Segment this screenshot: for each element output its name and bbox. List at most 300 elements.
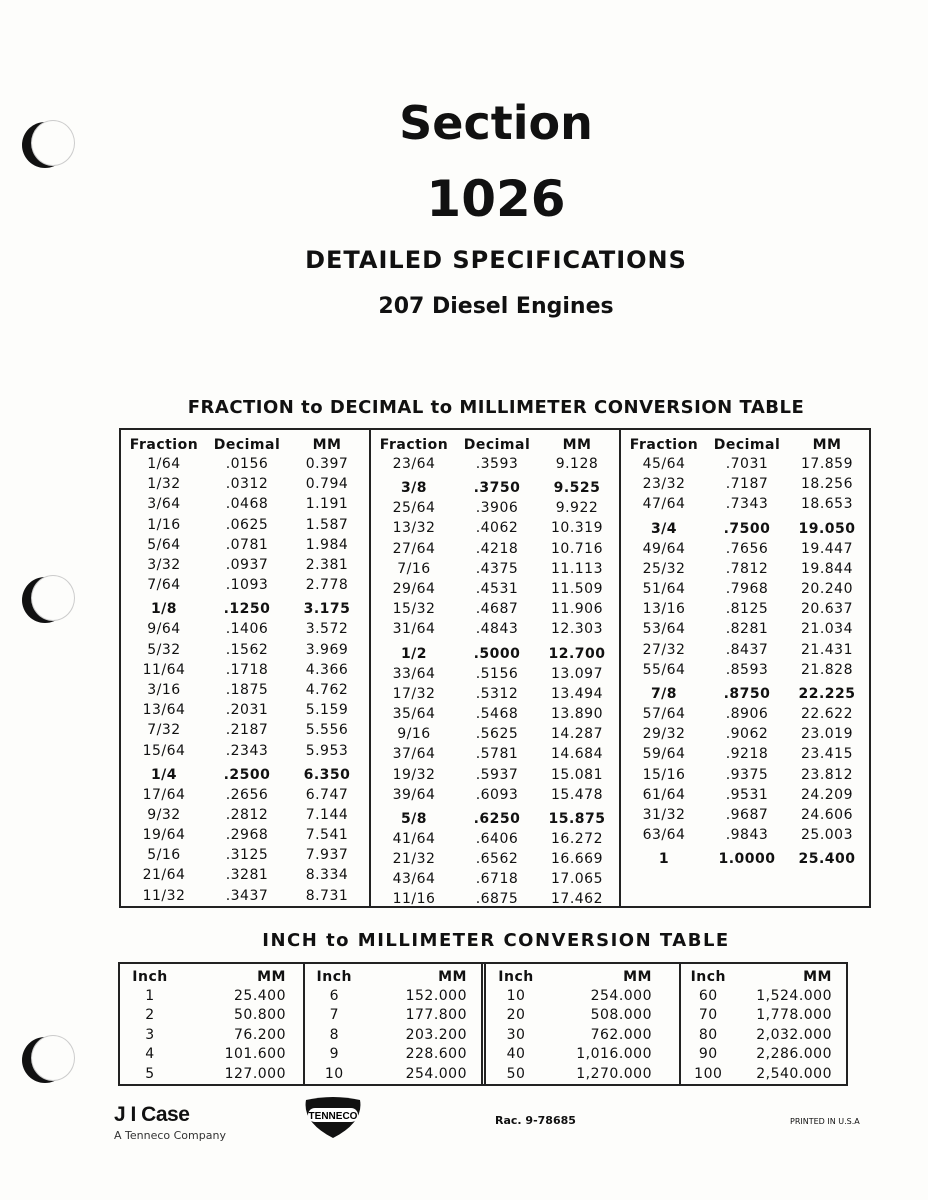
mm-cell: 21.431 [801,641,853,658]
inch-cell: 7 [329,1007,339,1024]
table-row [621,640,869,660]
table-row [621,704,869,724]
mm-cell: 11.113 [551,560,603,577]
header-row [121,436,369,454]
mm-cell: 254.000 [590,988,652,1005]
mm-cell: 152.000 [405,988,467,1005]
mm-cell: 6.747 [305,786,349,803]
mm-cell: 1.587 [305,516,349,533]
table-row [120,1006,303,1025]
mm-cell: 1,524.000 [756,988,832,1005]
table-row [121,825,369,845]
decimal-cell: .7500 [723,520,771,537]
decimal-cell: .2500 [223,766,271,783]
inch-cell: 40 [506,1046,526,1063]
brand-subtitle: A Tenneco Company [114,1129,226,1142]
fraction-cell: 1/32 [147,476,181,493]
mm-cell: 0.397 [305,456,349,473]
fraction-cell: 23/64 [392,456,436,473]
decimal-header: Decimal [213,437,281,453]
printed-in-label: PRINTED IN U.S.A [790,1117,860,1126]
fraction-cell: 3/64 [147,496,181,513]
mm-cell: 22.225 [798,685,856,702]
table-row [305,1006,481,1025]
mm-header: MM [312,437,342,453]
fraction-cell: 13/64 [142,702,186,719]
table-row [621,764,869,784]
reference-number: Rac. 9-78685 [495,1114,576,1127]
fraction-table-title: FRACTION to DECIMAL to MILLIMETER CONVERSION TABLE [187,397,805,418]
mm-header: MM [257,968,286,985]
table-row [621,494,869,514]
mm-cell: 8.731 [305,887,349,904]
fraction-cell: 27/64 [392,540,436,557]
mm-cell: 5.556 [305,722,349,739]
decimal-cell: .8750 [723,685,771,702]
inch-cell: 80 [698,1026,718,1043]
fraction-cell: 9/32 [147,806,181,823]
section-number: 1026 [426,170,566,228]
decimal-cell: .2812 [225,806,269,823]
mm-cell: 228.600 [405,1046,467,1063]
fraction-cell: 23/32 [642,476,686,493]
mm-cell: 1.984 [305,536,349,553]
table-row [371,805,619,829]
mm-cell: 12.303 [551,621,603,638]
table-row [120,1064,303,1083]
decimal-cell: .0625 [225,516,269,533]
mm-cell: 4.762 [305,681,349,698]
mm-cell: 13.097 [551,665,603,682]
fraction-cell: 21/64 [142,867,186,884]
decimal-cell: .2968 [225,827,269,844]
mm-cell: 7.541 [305,827,349,844]
page-subtitle: DETAILED SPECIFICATIONS [305,246,687,274]
table-column [371,430,621,906]
fraction-cell: 63/64 [642,827,686,844]
table-row [371,785,619,805]
decimal-cell: .1562 [225,641,269,658]
mm-cell: 17.065 [551,871,603,888]
mm-cell: 1.191 [305,496,349,513]
table-row [486,986,679,1005]
inch-cell: 9 [329,1046,339,1063]
mm-header: MM [803,968,832,985]
table-row [371,744,619,764]
decimal-cell: .9531 [725,786,769,803]
mm-cell: 22.622 [801,705,853,722]
inch-cell: 6 [329,988,339,1005]
decimal-cell: .8281 [725,621,769,638]
table-row [121,660,369,680]
decimal-cell: .0312 [225,476,269,493]
table-row [681,1045,846,1064]
decimal-cell: .7031 [725,456,769,473]
mm-cell: 2,286.000 [756,1046,832,1063]
fraction-cell: 1/4 [150,766,178,783]
header-row [120,967,303,986]
table-row [371,640,619,664]
table-row [121,454,369,474]
decimal-cell: .2343 [225,742,269,759]
table-row [371,619,619,639]
decimal-cell: .2187 [225,722,269,739]
mm-cell: 24.606 [801,806,853,823]
table-row [305,1064,481,1083]
fraction-cell: 11/32 [142,887,186,904]
decimal-cell: .9375 [725,766,769,783]
inch-cell: 70 [698,1007,718,1024]
table-row [486,1045,679,1064]
table-row [621,474,869,494]
fraction-cell: 31/64 [392,621,436,638]
mm-header: MM [812,437,842,453]
table-row [621,559,869,579]
mm-cell: 23.812 [801,766,853,783]
table-row [120,986,303,1005]
decimal-cell: .7968 [725,581,769,598]
mm-cell: 5.953 [305,742,349,759]
mm-cell: 6.350 [303,766,351,783]
mm-cell: 508.000 [590,1007,652,1024]
decimal-cell: .8906 [725,705,769,722]
fraction-cell: 55/64 [642,661,686,678]
svg-text:TENNECO: TENNECO [308,1111,358,1122]
fraction-cell: 5/32 [147,641,181,658]
mm-cell: 9.525 [553,480,601,497]
table-row [121,595,369,619]
mm-cell: 76.200 [234,1026,286,1043]
table-row [121,700,369,720]
mm-cell: 2,032.000 [756,1026,832,1043]
fraction-cell: 27/32 [642,641,686,658]
decimal-cell: .3125 [225,847,269,864]
mm-cell: 101.600 [224,1046,286,1063]
table-row [371,889,619,909]
decimal-cell: .7812 [725,560,769,577]
decimal-cell: .3750 [473,480,521,497]
table-row [371,829,619,849]
mm-cell: 1,270.000 [576,1065,652,1082]
table-row [621,539,869,559]
mm-cell: 19.447 [801,540,853,557]
mm-cell: 15.875 [548,810,606,827]
table-row [621,744,869,764]
mm-cell: 2,540.000 [756,1065,832,1082]
fraction-cell: 21/32 [392,851,436,868]
mm-cell: 1,778.000 [756,1007,832,1024]
fraction-cell: 61/64 [642,786,686,803]
decimal-cell: .3281 [225,867,269,884]
header-row [681,967,846,986]
decimal-cell: .4843 [475,621,519,638]
mm-cell: 21.828 [801,661,853,678]
fraction-cell: 51/64 [642,581,686,598]
mm-cell: 1,016.000 [576,1046,652,1063]
table-column [621,430,869,906]
fraction-cell: 25/32 [642,560,686,577]
table-column [681,964,846,1084]
decimal-cell: .0781 [225,536,269,553]
mm-cell: 5.159 [305,702,349,719]
mm-cell: 25.400 [798,851,856,868]
table-row [371,518,619,538]
table-row [121,886,369,906]
table-row [621,845,869,869]
table-row [305,1045,481,1064]
decimal-cell: .7343 [725,496,769,513]
table-row [681,986,846,1005]
inch-cell: 10 [506,988,526,1005]
engine-title: 207 Diesel Engines [378,294,614,319]
mm-cell: 14.684 [551,746,603,763]
header-row [486,967,679,986]
inch-cell: 3 [145,1026,155,1043]
fraction-cell: 39/64 [392,786,436,803]
table-row [681,1025,846,1044]
decimal-cell: .9843 [725,827,769,844]
fraction-cell: 19/32 [392,766,436,783]
decimal-cell: .1093 [225,577,269,594]
fraction-cell: 43/64 [392,871,436,888]
inch-cell: 1 [145,988,155,1005]
table-row [371,764,619,784]
decimal-cell: .5625 [475,726,519,743]
inch-cell: 8 [329,1026,339,1043]
inch-header: Inch [498,968,534,985]
header-row [305,967,481,986]
fraction-cell: 5/16 [147,847,181,864]
fraction-cell: 5/8 [400,810,428,827]
fraction-cell: 13/16 [642,601,686,618]
mm-cell: 15.478 [551,786,603,803]
decimal-cell: .0937 [225,557,269,574]
table-row [371,849,619,869]
table-row [120,1045,303,1064]
mm-cell: 50.800 [234,1007,286,1024]
decimal-cell: .3906 [475,500,519,517]
fraction-cell: 1/8 [150,601,178,618]
inch-cell: 20 [506,1007,526,1024]
table-row [621,599,869,619]
decimal-cell: .9062 [725,726,769,743]
table-column [121,430,371,906]
inch-cell: 90 [698,1046,718,1063]
fraction-cell: 33/64 [392,665,436,682]
table-row [121,680,369,700]
decimal-cell: .4531 [475,581,519,598]
decimal-cell: .6718 [475,871,519,888]
table-row [371,559,619,579]
section-label: Section [399,96,593,150]
decimal-cell: .6093 [475,786,519,803]
table-row [120,1025,303,1044]
inch-header: Inch [690,968,727,985]
decimal-header: Decimal [463,437,531,453]
fraction-cell: 47/64 [642,496,686,513]
table-row [621,454,869,474]
inch-cell: 2 [145,1007,155,1024]
fraction-cell: 37/64 [392,746,436,763]
decimal-cell: .5781 [475,746,519,763]
decimal-cell: .9218 [725,746,769,763]
mm-cell: 20.637 [801,601,853,618]
mm-cell: 21.034 [801,621,853,638]
mm-cell: 177.800 [405,1007,467,1024]
table-row [121,619,369,639]
table-row [621,724,869,744]
decimal-cell: .8125 [725,601,769,618]
table-row [121,845,369,865]
decimal-cell: .5156 [475,665,519,682]
fraction-cell: 7/8 [650,685,678,702]
decimal-cell: .5000 [473,645,521,662]
fraction-header: Fraction [379,437,449,453]
table-row [371,599,619,619]
table-row [681,1006,846,1025]
fraction-cell: 41/64 [392,830,436,847]
table-row [371,664,619,684]
mm-cell: 11.906 [551,601,603,618]
mm-cell: 19.050 [798,520,856,537]
table-row [621,805,869,825]
table-row [305,1025,481,1044]
table-column [486,964,681,1084]
mm-cell: 23.415 [801,746,853,763]
table-row [621,825,869,845]
fraction-cell: 29/32 [642,726,686,743]
decimal-cell: .1406 [225,621,269,638]
fraction-cell: 15/64 [142,742,186,759]
header-row [621,436,869,454]
table-row [486,1006,679,1025]
mm-cell: 254.000 [405,1065,467,1082]
mm-cell: 0.794 [305,476,349,493]
decimal-cell: .2656 [225,786,269,803]
mm-cell: 127.000 [224,1065,286,1082]
inch-table-title: INCH to MILLIMETER CONVERSION TABLE [262,930,730,951]
decimal-cell: 1.0000 [718,851,776,868]
fraction-cell: 1 [658,851,670,868]
mm-cell: 4.366 [305,661,349,678]
table-row [621,619,869,639]
mm-header: MM [438,968,467,985]
fraction-cell: 9/16 [397,726,431,743]
mm-cell: 7.144 [305,806,349,823]
mm-cell: 25.400 [234,988,286,1005]
table-row [371,724,619,744]
table-row [371,539,619,559]
table-row [121,720,369,740]
decimal-cell: .1718 [225,661,269,678]
mm-cell: 13.494 [551,685,603,702]
fraction-cell: 59/64 [642,746,686,763]
mm-header: MM [623,968,652,985]
decimal-cell: .0156 [225,456,269,473]
mm-cell: 16.669 [551,851,603,868]
decimal-cell: .9687 [725,806,769,823]
table-row [121,785,369,805]
table-row [371,869,619,889]
decimal-cell: .3437 [225,887,269,904]
decimal-cell: .5937 [475,766,519,783]
fraction-cell: 49/64 [642,540,686,557]
tenneco-shield-logo [300,1096,366,1140]
table-row [371,579,619,599]
inch-cell: 4 [145,1046,155,1063]
mm-cell: 18.653 [801,496,853,513]
inch-cell: 30 [506,1026,526,1043]
table-row [121,805,369,825]
mm-cell: 10.319 [551,520,603,537]
mm-cell: 16.272 [551,830,603,847]
decimal-cell: .6406 [475,830,519,847]
table-row [681,1064,846,1083]
fraction-cell: 15/32 [392,601,436,618]
table-row [121,515,369,535]
mm-cell: 2.778 [305,577,349,594]
mm-header: MM [562,437,592,453]
table-column [305,964,486,1084]
table-row [621,680,869,704]
decimal-header: Decimal [713,437,781,453]
inch-header: Inch [316,968,352,985]
table-row [621,515,869,539]
fraction-conversion-table [119,428,871,908]
mm-cell: 7.937 [305,847,349,864]
mm-cell: 9.922 [555,500,599,517]
fraction-cell: 17/32 [392,685,436,702]
fraction-cell: 31/32 [642,806,686,823]
table-row [305,986,481,1005]
inch-cell: 50 [506,1065,526,1082]
table-row [121,535,369,555]
fraction-cell: 19/64 [142,827,186,844]
binder-hole [22,1037,68,1083]
fraction-cell: 45/64 [642,456,686,473]
decimal-cell: .0468 [225,496,269,513]
mm-cell: 203.200 [405,1026,467,1043]
mm-cell: 13.890 [551,705,603,722]
decimal-cell: .7187 [725,476,769,493]
inch-cell: 5 [145,1065,155,1082]
mm-cell: 9.128 [555,456,599,473]
fraction-cell: 5/64 [147,536,181,553]
table-column [120,964,305,1084]
mm-cell: 20.240 [801,581,853,598]
header-row [371,436,619,454]
mm-cell: 23.019 [801,726,853,743]
mm-cell: 762.000 [590,1026,652,1043]
fraction-cell: 13/32 [392,520,436,537]
table-row [121,474,369,494]
mm-cell: 14.287 [551,726,603,743]
decimal-cell: .6875 [475,891,519,908]
inch-cell: 60 [698,988,718,1005]
mm-cell: 3.175 [303,601,351,618]
table-row [121,761,369,785]
mm-cell: 3.572 [305,621,349,638]
decimal-cell: .3593 [475,456,519,473]
fraction-cell: 11/64 [142,661,186,678]
decimal-cell: .1250 [223,601,271,618]
fraction-cell: 3/16 [147,681,181,698]
table-row [486,1064,679,1083]
mm-cell: 12.700 [548,645,606,662]
mm-cell: 25.003 [801,827,853,844]
table-row [121,640,369,660]
decimal-cell: .8437 [725,641,769,658]
